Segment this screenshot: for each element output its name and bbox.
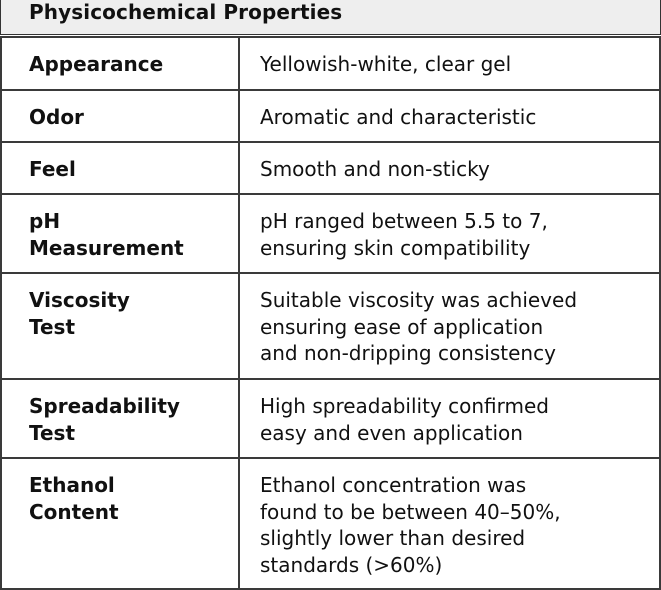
table-row	[1, 273, 660, 379]
property-label: Feel	[1, 142, 239, 194]
property-label: Appearance	[1, 37, 239, 90]
property-result: Yellowish-white, clear gel	[239, 37, 660, 90]
table-header	[0, 0, 661, 35]
property-label: Ethanol Content	[1, 458, 239, 589]
table-row	[1, 142, 660, 194]
property-result: High spreadability confirmed easy and even application	[239, 379, 660, 458]
property-label: Spreadability Test	[1, 379, 239, 458]
properties-table	[0, 36, 661, 590]
table-row	[1, 37, 660, 90]
table-title: Physicochemical Properties	[29, 0, 343, 24]
property-result: Aromatic and characteristic	[239, 90, 660, 142]
property-result: pH ranged between 5.5 to 7, ensuring skin compatibility	[239, 194, 660, 273]
property-label: pH Measurement	[1, 194, 239, 273]
property-result: Suitable viscosity was achieved ensuring ease of application and non-dripping consistency	[239, 273, 660, 379]
table-row	[1, 379, 660, 458]
table-row	[1, 90, 660, 142]
property-result: Ethanol concentration was found to be between 40–50%, slightly lower than desired standards (>60%)	[239, 458, 660, 589]
property-label: Viscosity Test	[1, 273, 239, 379]
table-row	[1, 458, 660, 589]
property-label: Odor	[1, 90, 239, 142]
property-result: Smooth and non-sticky	[239, 142, 660, 194]
table-row	[1, 194, 660, 273]
